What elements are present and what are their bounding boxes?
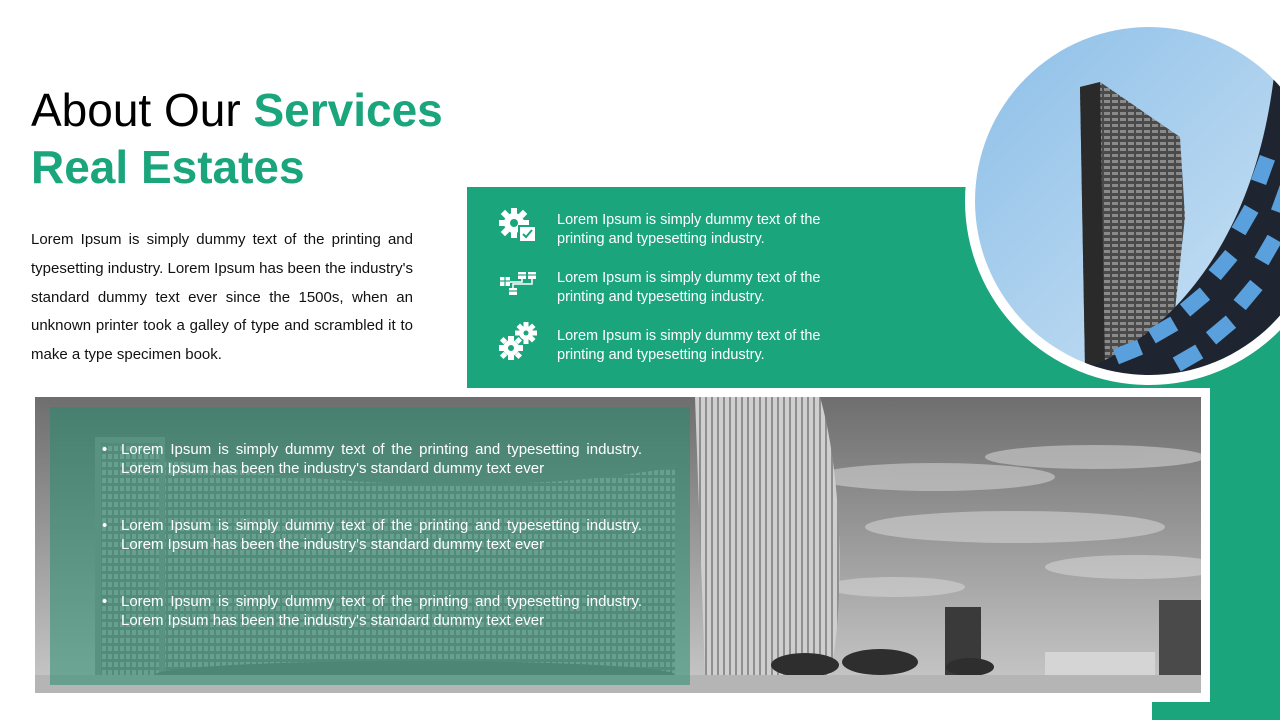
intro-paragraph: Lorem Ipsum is simply dummy text of the printing and typesetting industry. Lorem Ipsum has been the industry's standard dummy text ever since the 1500s, when an unknown printer took a galley of type and scrambled it to make a type specimen book. xyxy=(31,231,413,364)
list-item: • Lorem Ipsum is simply dummy text of the printing and typesetting industry. Lorem Ipsum has been the industry's standard dummy text ever xyxy=(102,592,642,668)
skyscraper-photo xyxy=(975,27,1280,375)
feature-text: Lorem Ipsum is simply dummy text of the printing and typesetting industry. xyxy=(557,212,821,247)
title-accent: Services xyxy=(253,84,443,136)
boxes-network-icon xyxy=(496,263,540,303)
list-item: • Lorem Ipsum is simply dummy text of the printing and typesetting industry. Lorem Ipsum has been the industry's standard dummy text ever xyxy=(102,516,642,592)
feature-text: Lorem Ipsum is simply dummy text of the printing and typesetting industry. xyxy=(557,270,821,305)
list-item: • Lorem Ipsum is simply dummy text of the printing and typesetting industry. Lorem Ipsum has been the industry's standard dummy text ever xyxy=(102,440,642,516)
feature-item xyxy=(496,263,836,321)
skyscraper-photo-circle xyxy=(965,17,1280,385)
feature-item xyxy=(496,321,836,379)
feature-item xyxy=(496,205,836,263)
title-line2: Real Estates xyxy=(31,141,305,193)
feature-list xyxy=(496,205,836,379)
feature-text: Lorem Ipsum is simply dummy text of the printing and typesetting industry. xyxy=(557,328,821,363)
gears-icon xyxy=(496,321,540,361)
page-title xyxy=(31,82,443,196)
gear-checklist-icon xyxy=(496,205,540,245)
title-part1: About Our xyxy=(31,84,254,136)
bullet-list xyxy=(102,440,642,668)
